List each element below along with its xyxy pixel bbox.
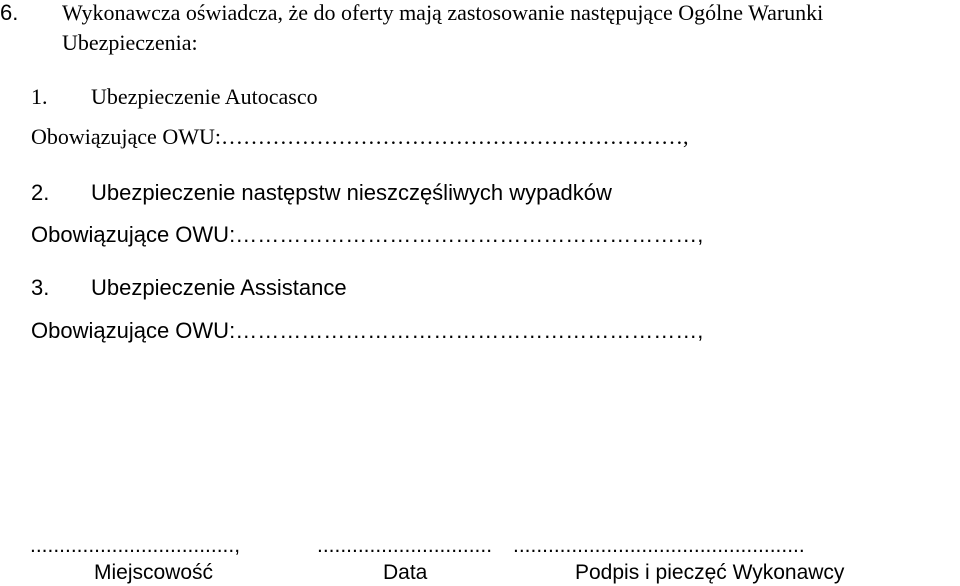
item-3-number: 3. bbox=[31, 275, 50, 300]
date-label-text: Data bbox=[383, 561, 428, 584]
date-dots bbox=[317, 534, 492, 558]
section-statement-line1 bbox=[62, 0, 823, 26]
item-3-heading bbox=[31, 275, 49, 301]
item-3-owu-row bbox=[31, 318, 703, 344]
item-1-owu-field: ………………………………………………………, bbox=[220, 124, 689, 149]
item-2-owu-label: Obowiązujące OWU: bbox=[31, 222, 236, 247]
place-label-text: Miejscowość bbox=[94, 561, 214, 584]
item-1-owu-row bbox=[31, 124, 688, 150]
section-statement-text-1: Wykonawcza oświadcza, że do oferty mają zastosowanie następujące Ogólne Warunki bbox=[62, 0, 824, 25]
sign-dots bbox=[513, 534, 805, 558]
item-1-number: 1. bbox=[31, 84, 48, 109]
item-3-title bbox=[91, 275, 347, 301]
section-number bbox=[0, 0, 18, 26]
item-2-heading bbox=[31, 180, 49, 206]
sign-label-text: Podpis i pieczęć Wykonawcy bbox=[575, 561, 845, 584]
item-1-owu-label: Obowiązujące OWU: bbox=[31, 124, 221, 149]
item-2-owu-field: ………………………………………………………, bbox=[235, 222, 704, 247]
section-statement-text-2: Ubezpieczenia: bbox=[62, 30, 198, 55]
item-3-owu-label: Obowiązujące OWU: bbox=[31, 318, 236, 343]
item-1-title bbox=[91, 84, 318, 110]
date-dots-text: .............................. bbox=[317, 534, 493, 557]
item-3-title-text: Ubezpieczenie Assistance bbox=[91, 275, 347, 300]
place-dots-text: ..................................., bbox=[30, 534, 241, 557]
item-2-title bbox=[91, 180, 612, 206]
place-label bbox=[94, 561, 213, 585]
place-dots bbox=[30, 534, 240, 558]
item-2-number: 2. bbox=[31, 180, 50, 205]
item-2-title-text: Ubezpieczenie następstw nieszczęśliwych wypadków bbox=[91, 180, 612, 205]
item-2-owu-row bbox=[31, 222, 703, 248]
item-1-title-text: Ubezpieczenie Autocasco bbox=[91, 84, 318, 109]
date-label bbox=[383, 561, 427, 585]
item-1-heading bbox=[31, 84, 48, 110]
section-number-text: 6. bbox=[0, 0, 19, 25]
item-3-owu-field: ………………………………………………………, bbox=[235, 318, 704, 343]
sign-dots-text: .................................................. bbox=[513, 534, 805, 557]
sign-label bbox=[575, 561, 844, 585]
section-statement-line2 bbox=[62, 30, 198, 56]
